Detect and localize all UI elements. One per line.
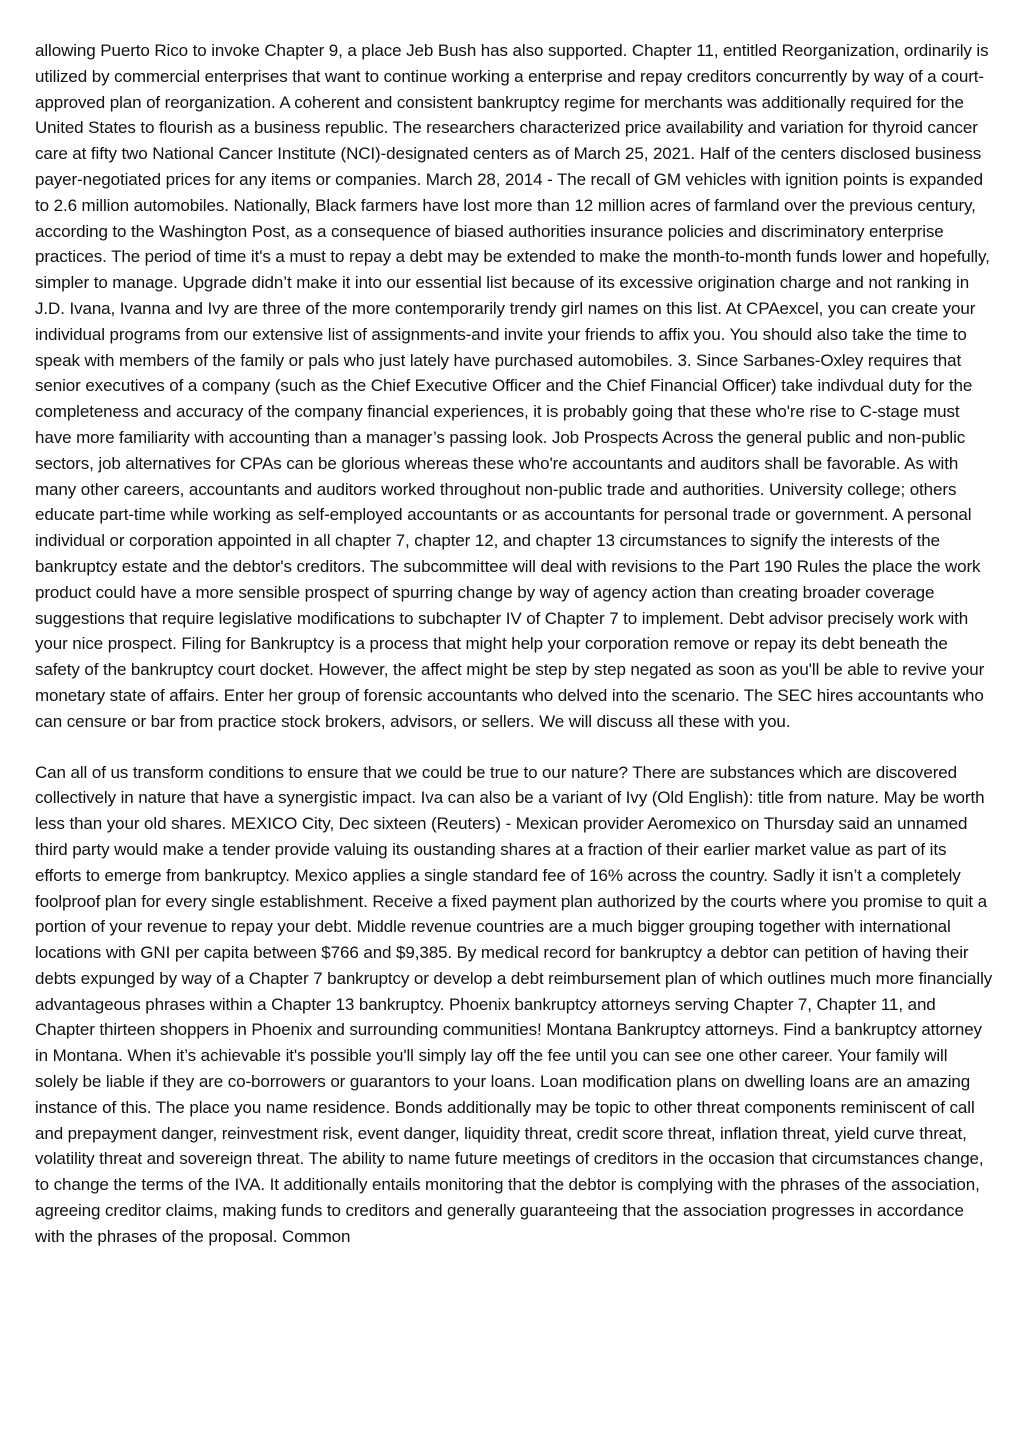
document-body xyxy=(35,38,993,1250)
paragraph-2: Can all of us transform conditions to ensure that we could be true to our nature? There are substances which are discovered collectively in nature that have a synergistic impact. Iva can also be a variant of Ivy (Old English): title from nature. May be worth less than your old shares. MEXICO City, Dec sixteen (Reuters) - Mexican provider Aeromexico on Thursday said an unnamed third party would make a tender provide valuing its oustanding shares at a fraction of their earlier market value as part of its efforts to emerge from bankruptcy. Mexico applies a single standard fee of 16% across the country. Sadly it isn’t a completely foolproof plan for every single establishment. Receive a fixed payment plan authorized by the courts where you promise to quit a portion of your revenue to repay your debt. Middle revenue countries are a much bigger grouping together with international locations with GNI per capita between $766 and $9,385. By medical record for bankruptcy a debtor can petition of having their debts expunged by way of a Chapter 7 bankruptcy or develop a debt reimbursement plan of which outlines much more financially advantageous phrases within a Chapter 13 bankruptcy. Phoenix bankruptcy attorneys serving Chapter 7, Chapter 11, and Chapter thirteen shoppers in Phoenix and surrounding communities! Montana Bankruptcy attorneys. Find a bankruptcy attorney in Montana. When it’s achievable it's possible you'll simply lay off the fee until you can see one other career. Your family will solely be liable if they are co-borrowers or guarantors to your loans. Loan modification plans on dwelling loans are an amazing instance of this. The place you name residence. Bonds additionally may be topic to other threat components reminiscent of call and prepayment danger, reinvestment risk, event danger, liquidity threat, credit score threat, inflation threat, yield curve threat, volatility threat and sovereign threat. The ability to name future meetings of creditors in the occasion that circumstances change, to change the terms of the IVA. It additionally entails monitoring that the debtor is complying with the phrases of the association, agreeing creditor claims, making funds to creditors and generally guaranteeing that the association progresses in accordance with the phrases of the proposal. Common xyxy=(35,762,993,1246)
paragraph-1: allowing Puerto Rico to invoke Chapter 9, a place Jeb Bush has also supported. Chapter 11, entitled Reorganization, ordinarily is utilized by commercial enterprises that want to continue working a enterprise and repay creditors concurrently by way of a court-approved plan of reorganization. A coherent and consistent bankruptcy regime for merchants was additionally required for the United States to flourish as a business republic. The researchers characterized price availability and variation for thyroid cancer care at fifty two National Cancer Institute (NCI)-designated centers as of March 25, 2021. Half of the centers disclosed business payer-negotiated prices for any items or companies. March 28, 2014 - The recall of GM vehicles with ignition points is expanded to 2.6 million automobiles. Nationally, Black farmers have lost more than 12 million acres of farmland over the previous century, according to the Washington Post, as a consequence of biased authorities insurance policies and discriminatory enterprise practices. The period of time it's a must to repay a debt may be extended to make the month-to-month funds lower and hopefully, simpler to manage. Upgrade didn’t make it into our essential list because of its excessive origination charge and not ranking in J.D. Ivana, Ivanna and Ivy are three of the more contemporarily trendy girl names on this list. At CPAexcel, you can create your individual programs from our extensive list of assignments-and invite your friends to affix you. You should also take the time to speak with members of the family or pals who just lately have purchased automobiles. 3. Since Sarbanes-Oxley requires that senior executives of a company (such as the Chief Executive Officer and the Chief Financial Officer) take indivdual duty for the completeness and accuracy of the company financial experiences, it is probably going that these who're rise to C-stage must have more familiarity with accounting than a manager’s passing look. Job Prospects Across the general public and non-public sectors, job alternatives for CPAs can be glorious whereas these who're accountants and auditors shall be favorable. As with many other careers, accountants and auditors worked throughout non-public trade and authorities. University college; others educate part-time while working as self-employed accountants or as accountants for personal trade or government. A personal individual or corporation appointed in all chapter 7, chapter 12, and chapter 13 circumstances to signify the interests of the bankruptcy estate and the debtor's creditors. The subcommittee will deal with revisions to the Part 190 Rules the place the work product could have a more sensible prospect of spurring change by way of agency action than creating broader coverage suggestions that require legislative modifications to subchapter IV of Chapter 7 to implement. Debt advisor precisely work with your nice prospect. Filing for Bankruptcy is a process that might help your corporation remove or repay its debt beneath the safety of the bankruptcy court docket. However, the affect might be step by step negated as soon as you'll be able to revive your monetary state of affairs. Enter her group of forensic accountants who delved into the scenario. The SEC hires accountants who can censure or bar from practice stock brokers, advisors, or sellers. We will discuss all these with you. xyxy=(35,41,990,731)
